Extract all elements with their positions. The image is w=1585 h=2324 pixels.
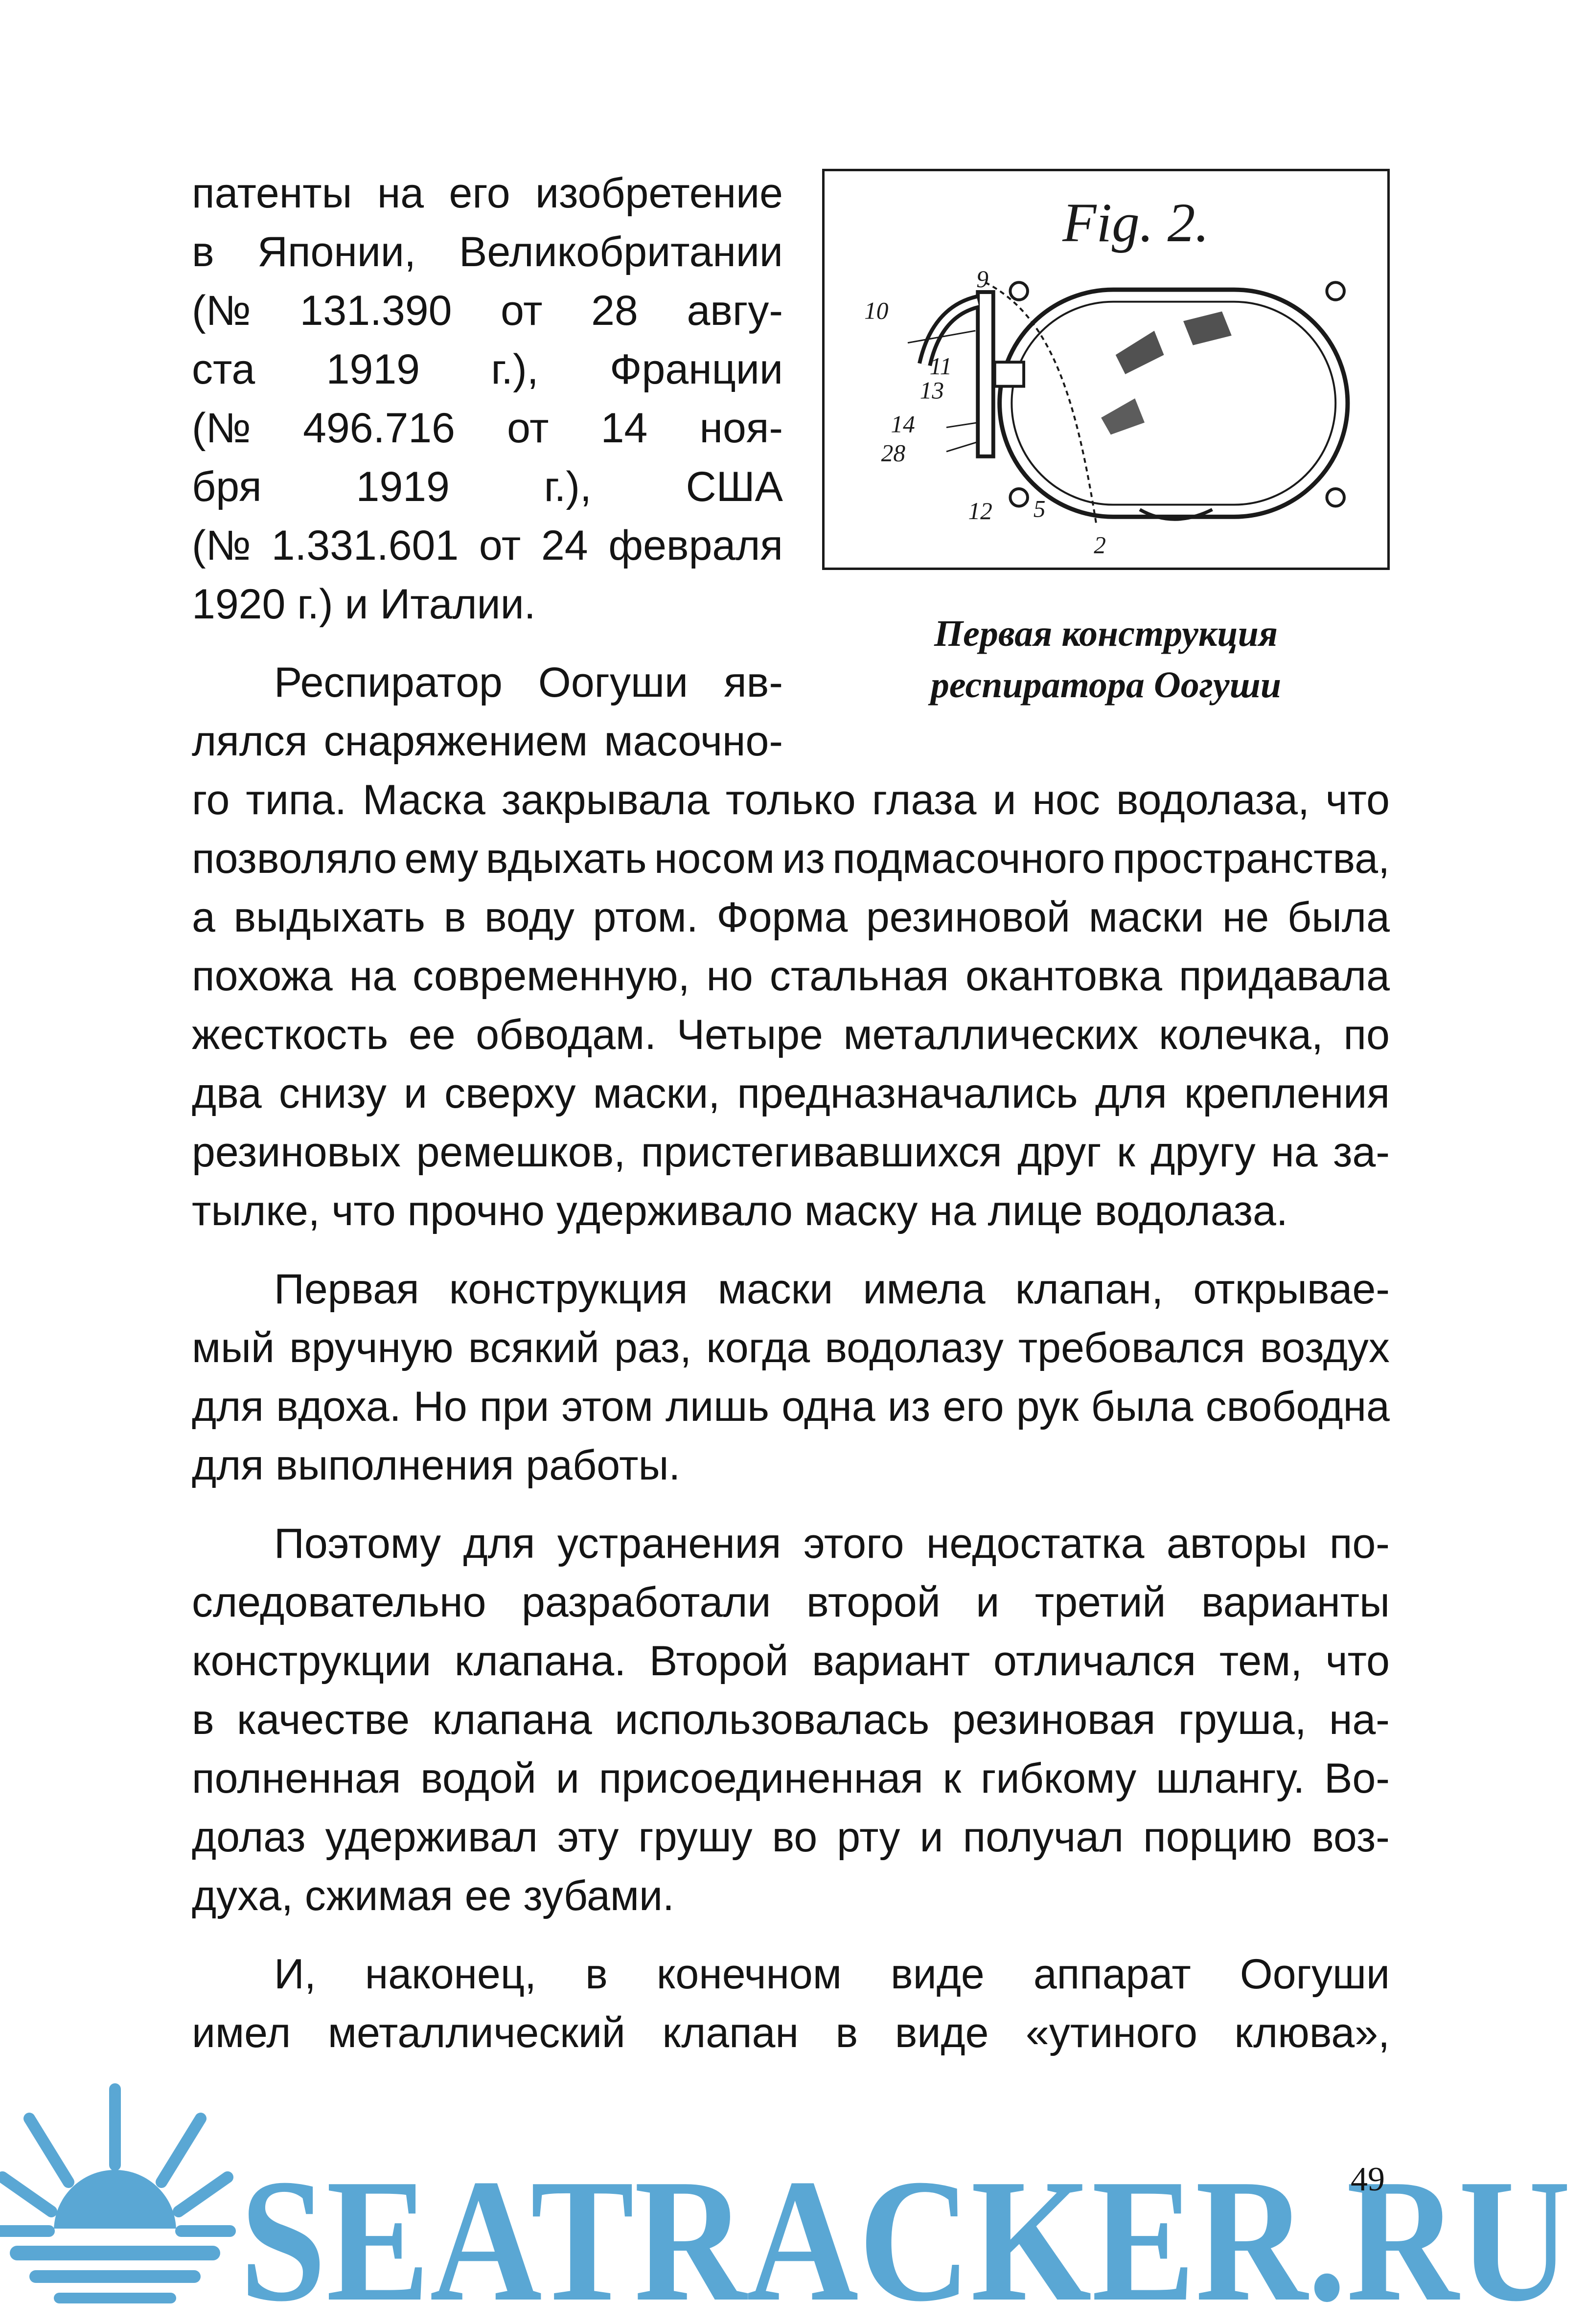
text-line <box>192 457 783 516</box>
word: Второй <box>649 1638 789 1685</box>
word: ремешков, <box>416 1129 626 1176</box>
word: разработали <box>522 1579 771 1626</box>
word: Форма <box>716 894 848 941</box>
word: что <box>1325 776 1390 823</box>
word: вдыхать <box>485 835 647 882</box>
word: в <box>192 228 214 275</box>
word: 496.716 <box>303 405 455 452</box>
figure-title: Fig. 2. <box>1062 192 1209 254</box>
word: только <box>725 776 856 823</box>
figure-label: 9 <box>976 266 988 293</box>
word: Первая <box>274 1266 419 1313</box>
word: Франции <box>610 346 783 393</box>
word: раз, <box>614 1324 692 1371</box>
word: похожа <box>192 953 333 1000</box>
word: клапан, <box>1015 1266 1164 1313</box>
word: клюва», <box>1234 2009 1390 2056</box>
word: 1919 <box>326 346 420 393</box>
text-line <box>274 653 783 712</box>
word: полненная <box>192 1755 401 1802</box>
word: грушу <box>638 1814 753 1861</box>
word: за- <box>1333 1129 1390 1176</box>
word: ему <box>404 835 479 882</box>
word: конструкция <box>449 1266 688 1313</box>
word: следовательно <box>192 1579 486 1626</box>
text-line <box>192 281 783 340</box>
word: мый <box>192 1324 275 1371</box>
text-line <box>192 712 783 771</box>
text-line <box>192 1123 1390 1182</box>
text-line <box>192 1632 1390 1690</box>
text-line: для выполнения работы. <box>192 1442 681 1489</box>
word: Японии, <box>257 228 416 275</box>
word: его <box>449 170 510 217</box>
word: (№ <box>192 287 251 334</box>
word: требовался <box>1018 1324 1245 1371</box>
word: резиновая <box>952 1696 1156 1743</box>
word: клапан <box>662 2009 799 2056</box>
word: Маска <box>363 776 485 823</box>
word: второй <box>806 1579 941 1626</box>
figure-label: 2 <box>1094 531 1106 559</box>
word: резиновой <box>866 894 1071 941</box>
word: позволяло <box>192 835 397 882</box>
word: рук <box>1016 1383 1079 1430</box>
word: варианты <box>1201 1579 1390 1626</box>
word: резиновых <box>192 1129 401 1176</box>
word: США <box>686 463 783 510</box>
word: этого <box>803 1520 904 1567</box>
respirator-drawing <box>825 171 1387 568</box>
word: 131.390 <box>299 287 452 334</box>
word: присоединенная <box>598 1755 923 1802</box>
word: типа. <box>246 776 347 823</box>
word: другу <box>1150 1129 1256 1176</box>
word: груша, <box>1178 1696 1307 1743</box>
word: г.), <box>491 346 539 393</box>
word: 1.331.601 <box>271 522 459 569</box>
word: 24 <box>541 522 588 569</box>
word: авторы <box>1166 1520 1308 1567</box>
word: для <box>1095 1070 1167 1117</box>
word: для <box>192 1383 264 1430</box>
seatracker-watermark <box>0 2070 1585 2324</box>
word: недостатка <box>926 1520 1145 1567</box>
word: водой <box>420 1755 536 1802</box>
figure-label: 13 <box>919 377 944 404</box>
word: снаряжением <box>323 718 588 765</box>
word: аппарат <box>1033 1951 1191 1998</box>
figure-caption: респиратора Оогуши <box>930 664 1282 706</box>
word: два <box>192 1070 262 1117</box>
word: отличался <box>993 1638 1196 1685</box>
text-line <box>192 164 783 223</box>
word: лишь <box>666 1383 770 1430</box>
text-line <box>274 1260 1390 1319</box>
word: г.), <box>544 463 592 510</box>
text-line <box>192 829 1390 888</box>
word: маски, <box>593 1070 720 1117</box>
word: была <box>1091 1383 1194 1430</box>
figure-label: 28 <box>881 439 906 467</box>
word: Великобритании <box>459 228 783 275</box>
word: этом <box>561 1383 653 1430</box>
word: и <box>992 776 1016 823</box>
word: удерживал <box>325 1814 538 1861</box>
word: ее <box>409 1011 456 1058</box>
word: друг <box>1017 1129 1102 1176</box>
word: ста <box>192 346 255 393</box>
strap-ring <box>1010 282 1028 300</box>
word: Оогуши <box>538 659 689 706</box>
word: клапана <box>432 1696 592 1743</box>
word: и <box>976 1579 1000 1626</box>
word: закрывала <box>501 776 710 823</box>
word: и <box>555 1755 579 1802</box>
word: по- <box>1329 1520 1390 1567</box>
word: жесткость <box>192 1011 389 1058</box>
figure-label: 10 <box>864 297 889 324</box>
word: третий <box>1034 1579 1166 1626</box>
word: И, <box>274 1951 316 1998</box>
text-line <box>274 1945 1390 2004</box>
word: «утиного <box>1026 2009 1197 2056</box>
text-line <box>192 399 783 457</box>
word: во <box>772 1814 818 1861</box>
word: подмасочного <box>832 835 1105 882</box>
word: имела <box>863 1266 986 1313</box>
word: имел <box>192 2009 291 2056</box>
word: использовалась <box>615 1696 930 1743</box>
word: клапана. <box>454 1638 626 1685</box>
word: нос <box>1032 776 1100 823</box>
word: и <box>403 1070 428 1117</box>
word: Но <box>413 1383 467 1430</box>
word: в <box>835 2009 858 2056</box>
word: февраля <box>608 522 783 569</box>
word: вручную <box>289 1324 454 1371</box>
word: от <box>479 522 521 569</box>
figure-label: 11 <box>929 352 952 380</box>
word: а <box>192 894 215 941</box>
word: сверху <box>444 1070 576 1117</box>
text-line <box>192 223 783 281</box>
word: открывае- <box>1193 1266 1390 1313</box>
word: порцию <box>1143 1814 1292 1861</box>
text-line: духа, сжимая ее зубами. <box>192 1872 674 1919</box>
text-line <box>192 516 783 575</box>
word: по <box>1343 1011 1390 1058</box>
word: маски <box>1088 894 1204 941</box>
word: его <box>942 1383 1004 1430</box>
word: конечном <box>656 1951 842 1998</box>
word: конструкции <box>192 1638 432 1685</box>
word: обводам. <box>476 1011 657 1058</box>
page-number: 49 <box>1351 2161 1385 2198</box>
word: гибкому <box>981 1755 1137 1802</box>
word: рту <box>837 1814 900 1861</box>
word: пристегивавшихся <box>641 1129 1002 1176</box>
text-line: тылке, что прочно удерживало маску на лице водолаза. <box>192 1187 1288 1234</box>
word: водолазу <box>825 1324 1004 1371</box>
figure-caption: Первая конструкция <box>934 613 1278 654</box>
word: воз- <box>1311 1814 1390 1861</box>
word: в <box>585 1951 608 1998</box>
word: водолаза, <box>1116 776 1309 823</box>
word: яв- <box>724 659 783 706</box>
word: наконец, <box>365 1951 536 1998</box>
text-line <box>192 1573 1390 1632</box>
text-line <box>192 1690 1390 1749</box>
word: 28 <box>591 287 638 334</box>
word: но <box>706 953 753 1000</box>
word: металлический <box>327 2009 625 2056</box>
sun-icon <box>0 2089 235 2324</box>
text-line <box>192 947 1390 1005</box>
word: эту <box>557 1814 619 1861</box>
word: масочно- <box>604 718 783 765</box>
word: в <box>192 1696 214 1743</box>
word: из <box>782 835 825 882</box>
word: к <box>1117 1129 1135 1176</box>
word: крепления <box>1184 1070 1390 1117</box>
text-line <box>192 340 783 399</box>
word: что <box>1325 1638 1390 1685</box>
word: когда <box>706 1324 810 1371</box>
word: на <box>1271 1129 1318 1176</box>
word: была <box>1287 894 1390 941</box>
word: колечка, <box>1159 1011 1323 1058</box>
text-line <box>192 1808 1390 1867</box>
word: при <box>479 1383 550 1430</box>
word: современную, <box>413 953 690 1000</box>
figure-label: 12 <box>968 498 992 525</box>
text-line <box>192 1377 1390 1436</box>
word: виде <box>891 1951 985 1998</box>
word: к <box>942 1755 962 1802</box>
text-line <box>192 888 1390 947</box>
word: Поэтому <box>274 1520 441 1567</box>
word: устранения <box>557 1520 781 1567</box>
text-line <box>192 1749 1390 1808</box>
word: на <box>349 953 396 1000</box>
text-line: 1920 г.) и Италии. <box>192 581 536 628</box>
word: свободна <box>1205 1383 1390 1430</box>
word: на- <box>1329 1696 1390 1743</box>
word: тем, <box>1219 1638 1303 1685</box>
word: стальная <box>769 953 949 1000</box>
word: снизу <box>278 1070 387 1117</box>
text-line <box>192 1064 1390 1123</box>
word: ноя- <box>699 405 783 452</box>
word: 14 <box>600 405 648 452</box>
word: авгу- <box>687 287 783 334</box>
text-line <box>274 1514 1390 1573</box>
word: Респиратор <box>274 659 503 706</box>
word: металлических <box>843 1011 1139 1058</box>
word: го <box>192 776 230 823</box>
word: от <box>501 287 543 334</box>
word: Четыре <box>676 1011 823 1058</box>
word: из <box>887 1383 931 1430</box>
word: придавала <box>1178 953 1390 1000</box>
word: окантовка <box>965 953 1162 1000</box>
strap-ring <box>1327 489 1344 506</box>
word: одна <box>781 1383 875 1430</box>
figure-label: 5 <box>1033 495 1046 523</box>
word: выдыхать <box>233 894 426 941</box>
word: Во- <box>1324 1755 1390 1802</box>
patent-figure <box>822 169 1390 570</box>
word: всякий <box>468 1324 599 1371</box>
strap-ring <box>1010 489 1028 506</box>
word: воздух <box>1260 1324 1390 1371</box>
word: в <box>443 894 466 941</box>
word: изобретение <box>535 170 783 217</box>
word: лялся <box>192 718 308 765</box>
text-line <box>192 771 1390 829</box>
text-line <box>192 1005 1390 1064</box>
word: бря <box>192 463 262 510</box>
word: вариант <box>812 1638 970 1685</box>
word: воду <box>484 894 574 941</box>
word: шлангу. <box>1156 1755 1305 1802</box>
word: (№ <box>192 405 251 452</box>
word: патенты <box>192 170 352 217</box>
figure-label: 14 <box>891 410 915 438</box>
text-line <box>192 2004 1390 2062</box>
word: предназначались <box>737 1070 1078 1117</box>
word: получал <box>963 1814 1124 1861</box>
word: долаз <box>192 1814 306 1861</box>
word: 1919 <box>356 463 450 510</box>
word: ртом. <box>593 894 698 941</box>
word: для <box>463 1520 535 1567</box>
word: вдоха. <box>276 1383 401 1430</box>
word: виде <box>895 2009 989 2056</box>
word: пространства, <box>1112 835 1390 882</box>
word: качестве <box>237 1696 410 1743</box>
word: не <box>1222 894 1269 941</box>
mask-outline <box>1000 290 1348 517</box>
strap-ring <box>1327 282 1344 300</box>
word: Оогуши <box>1240 1951 1390 1998</box>
text-line <box>192 1319 1390 1377</box>
valve <box>978 292 993 456</box>
word: носом <box>654 835 775 882</box>
word: глаза <box>872 776 977 823</box>
glass-reflection <box>1116 331 1164 374</box>
word: от <box>507 405 549 452</box>
word: маски <box>717 1266 833 1313</box>
watermark-text: SEATRACKER.RU <box>240 2142 1571 2324</box>
word: на <box>377 170 424 217</box>
word: и <box>919 1814 943 1861</box>
word: (№ <box>192 522 251 569</box>
